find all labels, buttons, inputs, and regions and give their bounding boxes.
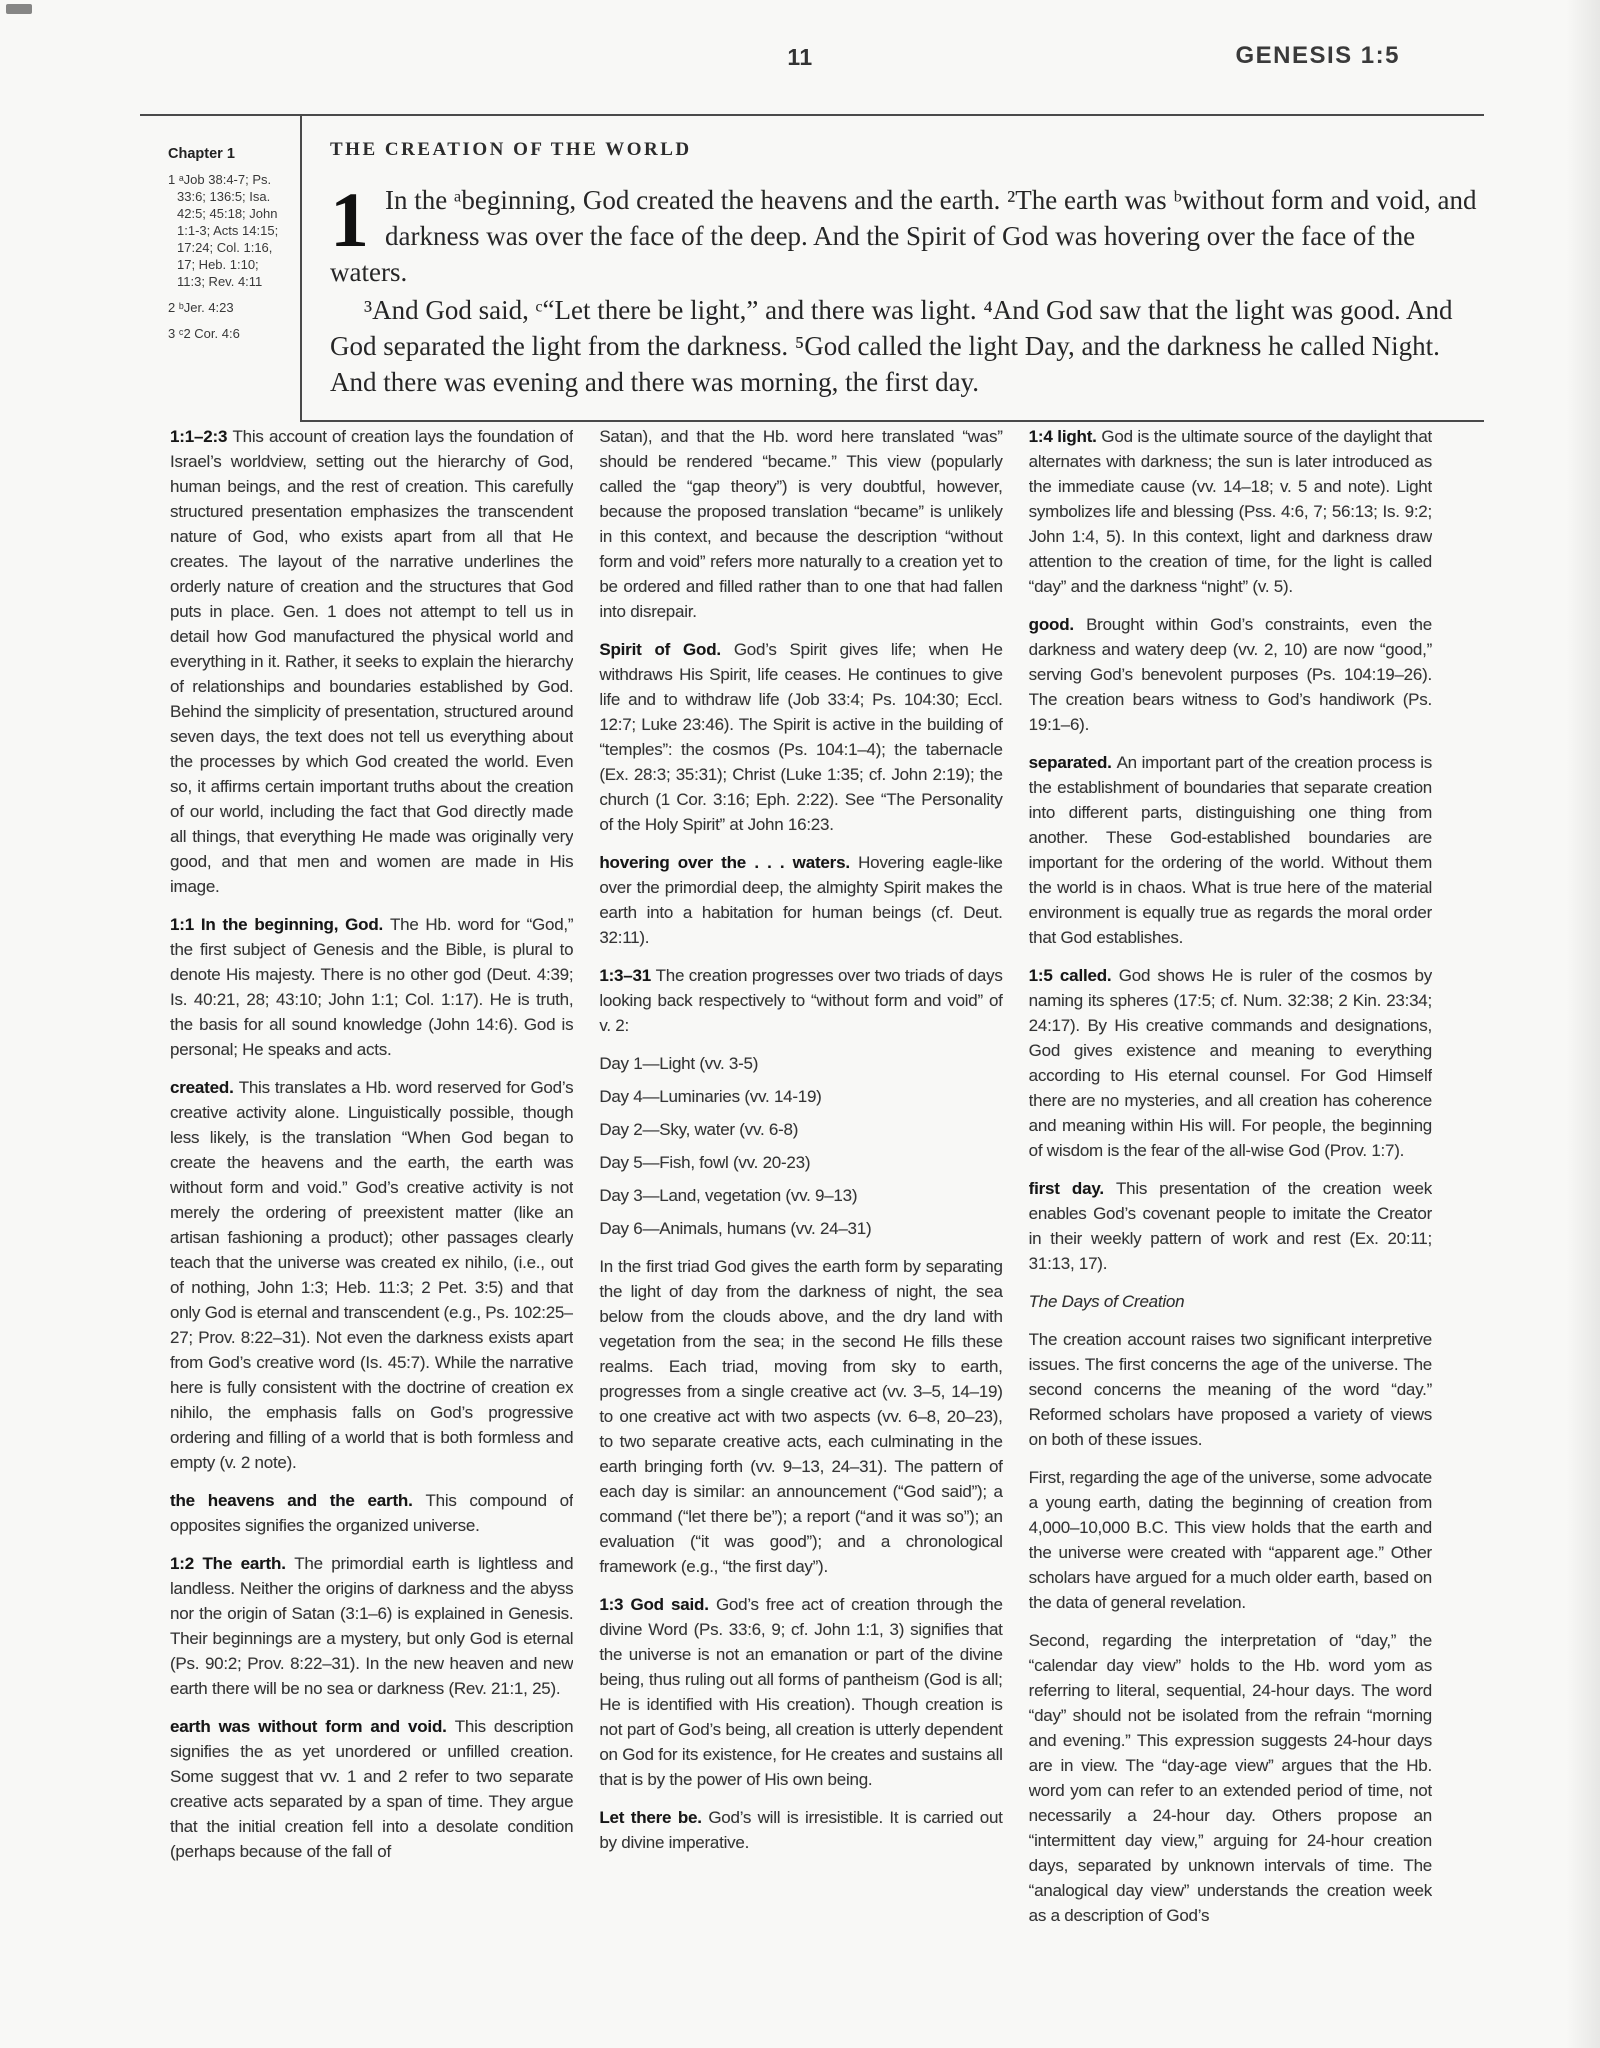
margin-refs (168, 171, 290, 342)
note-lead: 1:5 called. (1028, 966, 1119, 985)
day-list-item: Day 4—Luminaries (vv. 14-19) (599, 1087, 822, 1106)
commentary-note: 1:1 In the beginning, God. The Hb. word for “God,” the first subject of Genesis and the Bible, is plural to denote His majesty. There is no other god (Deut. 4:39; Is. 40:21, 28; 43:10; John 1:1; Col. 1:17). He is truth, the basis for all sound knowledge (John 14:6). God is personal; He speaks and acts. (170, 915, 574, 1059)
note-lead: Spirit of God. (599, 640, 734, 659)
commentary-column-3 (1029, 424, 1432, 2024)
commentary-subheading: The Days of Creation (1028, 1292, 1185, 1311)
commentary-note: 1:1–2:3 This account of creation lays the foundation of Israel’s worldview, setting out the hierarchy of God, human beings, and the rest of creation. This carefully structured presentation emphasizes the transcendent nature of God, who exists apart from all that He creates. The layout of the narrative underlines the orderly nature of creation and the structures that God puts in place. Gen. 1 does not attempt to tell us in detail how God manufactured the physical world and everything in it. Rather, it seeks to explain the hierarchy of relationships and boundaries established by God. Behind the simplicity of presentation, structured around seven days, the text does not tell us everything about the processes by which God created the world. Even so, it affirms certain important truths about the creation of our world, including the fact that God directly made all things, that everything He made was originally very good, and that men and women are made in His image. (170, 427, 574, 896)
note-lead: 1:1 In the beginning, God. (170, 915, 390, 934)
note-lead: created. (170, 1078, 239, 1097)
note-lead: 1:1–2:3 (170, 427, 233, 446)
commentary-section (170, 424, 1432, 2024)
commentary-note: 1:3 God said. God’s free act of creation through the divine Word (Ps. 33:6, 9; cf. John 1:1, 3) signifies that the universe is not an emanation or part of the divine being, thus ruling out all forms of pantheism (God is all; He is identified with His creation). Though creation is not part of God’s being, all creation is utterly dependent on God for its existence, for He creates and sustains all that is by the power of His own being. (599, 1595, 1003, 1789)
commentary-note: first day. This presentation of the creation week enables God’s covenant people to imitate the Creator in their weekly pattern of work and rest (Ex. 20:11; 31:13, 17). (1028, 1179, 1432, 1273)
section-title: THE CREATION OF THE WORLD (330, 139, 692, 160)
commentary-note: Satan), and that the Hb. word here translated “was” should be rendered “became.” This view (popularly called the “gap theory”) is very doubtful, however, because the proposed translation “became” is unlikely in this context, and because the description “without form and void” refers more naturally to a creation yet to be ordered and filled rather than to one that had fallen into disrepair. (599, 427, 1003, 621)
note-lead: hovering over the . . . waters. (599, 853, 859, 872)
commentary-note: created. This translates a Hb. word reserved for God’s creative activity alone. Linguistically possible, though less likely, is the translation “When God began to create the heavens and the earth, the earth was without form and void.” God’s creative activity is not merely the ordering of preexistent matter (like an artisan fashioning a product); other passages clearly teach that the universe was created ex nihilo, (i.e., out of nothing, John 1:3; Heb. 11:3; 2 Pet. 3:5) and that only God is eternal and transcendent (e.g., Ps. 102:25–27; Prov. 8:22–31). Not even the darkness exists apart from God’s creative word (Is. 45:7). While the narrative here is fully consistent with the doctrine of creation ex nihilo, the emphasis falls on God’s progressive ordering and filling of a world that is both formless and empty (v. 2 note). (170, 1078, 574, 1472)
day-list-item: Day 1—Light (vv. 3-5) (599, 1054, 759, 1073)
day-list-item: Day 5—Fish, fowl (vv. 20-23) (599, 1153, 811, 1172)
commentary-note: 1:3–31 The creation progresses over two triads of days looking back respectively to “without form and void” of v. 2: (599, 966, 1003, 1035)
day-list-item: Day 6—Animals, humans (vv. 24–31) (599, 1219, 872, 1238)
note-lead: earth was without form and void. (170, 1717, 455, 1736)
note-lead: 1:4 light. (1028, 427, 1102, 446)
note-lead: first day. (1028, 1179, 1117, 1198)
commentary-note: Second, regarding the interpretation of “day,” the “calendar day view” holds to the Hb. word yom as referring to literal, sequential, 24-hour days. The word “day” should not be isolated from the refrain “morning and evening.” This expression suggests 24-hour days are in view. The “day-age view” argues that the Hb. word yom can refer to an extended period of time, not necessarily a 24-hour day. Others propose an “intermittent day view,” arguing for 24-hour creation days, separated by unknown intervals of time. The “analogical day view” understands the creation week as a description of God’s (1028, 1631, 1432, 1925)
day-list-item: Day 3—Land, vegetation (vv. 9–13) (599, 1186, 858, 1205)
commentary-note: The creation account raises two significant interpretive issues. The first concerns the age of the universe. The second concerns the meaning of the word “day.” Reformed scholars have proposed a variety of views on both of these issues. (1028, 1330, 1432, 1449)
note-lead: Let there be. (599, 1808, 709, 1827)
scan-corner-artifact (6, 4, 32, 14)
note-lead: 1:3–31 (599, 966, 656, 985)
commentary-note: hovering over the . . . waters. Hovering eagle-like over the primordial deep, the almighty Spirit makes the earth into a habitation for human beings (cf. Deut. 32:11). (599, 853, 1003, 947)
note-lead: separated. (1028, 753, 1117, 772)
scan-edge-shadow (1566, 0, 1600, 2048)
running-head: GENESIS 1:5 (1235, 42, 1400, 69)
commentary-note: Let there be. God’s will is irresistible. It is carried out by divine imperative. (599, 1808, 1003, 1852)
scripture-paragraph: In the ᵃbeginning, God created the heavens and the earth. ²The earth was ᵇwithout form and void, and darkness was over the face of the deep. And the Spirit of God was hovering over the face of the waters. (330, 185, 1477, 287)
chapter-drop-cap: 1 (330, 176, 369, 263)
cross-reference: 3 ᶜ2 Cor. 4:6 (168, 326, 240, 341)
scripture-block (300, 116, 1484, 422)
cross-reference: 2 ᵇJer. 4:23 (168, 300, 234, 315)
cross-reference: 1 ᵃJob 38:4-7; Ps. 33:6; 136:5; Isa. 42:5; 45:18; John 1:1-3; Acts 14:15; 17:24; Col. 1:16, 17; Heb. 1:10; 11:3; Rev. 4:11 (168, 172, 279, 289)
commentary-column-2 (599, 424, 1002, 2024)
commentary-column-1 (170, 424, 573, 2024)
commentary-note: In the first triad God gives the earth form by separating the light of day from the darkness of night, the sea below from the clouds above, and the dry land with vegetation from the sea; in the second He fills these realms. Each triad, moving from sky to earth, progresses from a single creative act (vv. 3–5, 14–19) to one creative act with two aspects (vv. 6–8, 20–23), to two separate creative acts, each culminating in the earth bringing forth (vv. 9–13, 24–31). The pattern of each day is similar: an announcement (“God said”); a command (“let there be”); a report (“and it was so”); an evaluation (“it was good”); and a chronological framework (e.g., “the first day”). (599, 1257, 1003, 1576)
note-lead: 1:2 The earth. (170, 1554, 295, 1573)
note-lead: the heavens and the earth. (170, 1491, 426, 1510)
scripture-paragraph: ³And God said, ᶜ“Let there be light,” and there was light. ⁴And God saw that the light was good. And God separated the light from the darkness. ⁵God called the light Day, and the darkness he called Night. And there was evening and there was morning, the first day. (330, 295, 1453, 397)
commentary-note: separated. An important part of the creation process is the establishment of boundaries that separate creation into different parts, distinguishing one thing from another. These God-established boundaries are important for the ordering of the world. Without them the world is in chaos. What is true here of the material environment is equally true as regards the moral order that God establishes. (1028, 753, 1432, 947)
commentary-note: 1:5 called. God shows He is ruler of the cosmos by naming its spheres (17:5; cf. Num. 32:38; 2 Kin. 23:34; 24:17). By His creative commands and designations, God gives existence and meaning to everything according to His eternal counsel. For God Himself there are no mysteries, and all creation has coherence and meaning within His will. For people, the beginning of wisdom is the fear of the all-wise God (Prov. 1:7). (1028, 966, 1432, 1160)
cross-reference-column (168, 146, 290, 351)
note-lead: 1:3 God said. (599, 1595, 716, 1614)
commentary-note: 1:2 The earth. The primordial earth is lightless and landless. Neither the origins of darkness and the abyss nor the origin of Satan (3:1–6) is explained in Genesis. Their beginnings are a mystery, but only God is eternal (Ps. 90:2; Prov. 8:22–31). In the new heaven and new earth there will be no sea or darkness (Rev. 21:1, 25). (170, 1554, 574, 1698)
page-number: 11 (787, 44, 813, 70)
commentary-note: First, regarding the age of the universe, some advocate a young earth, dating the beginning of creation from 4,000–10,000 B.C. This view holds that the earth and the universe were created with “apparent age.” Other scholars have argued for a much older earth, based on the data of general revelation. (1028, 1468, 1432, 1612)
note-lead: good. (1028, 615, 1087, 634)
commentary-note: good. Brought within God’s constraints, even the darkness and watery deep (vv. 2, 10) are now “good,” serving God’s benevolent purposes (Ps. 104:19–26). The creation bears witness to God’s handiwork (Ps. 19:1–6). (1028, 615, 1432, 734)
commentary-note: the heavens and the earth. This compound of opposites signifies the organized universe. (170, 1491, 574, 1535)
day-list (599, 1051, 1002, 1241)
commentary-note: earth was without form and void. This description signifies the as yet unordered or unfilled creation. Some suggest that vv. 1 and 2 refer to two separate creative acts separated by a span of time. They argue that the initial creation fell into a desolate condition (perhaps because of the fall of (170, 1717, 574, 1861)
commentary-note: Spirit of God. God’s Spirit gives life; when He withdraws His Spirit, life ceases. He continues to give life and to withdraw life (Job 33:4; Ps. 104:30; Eccl. 12:7; Luke 23:46). The Spirit is active in the building of “temples”: the cosmos (Ps. 104:1–4); the tabernacle (Ex. 28:3; 35:31); Christ (Luke 1:35; cf. John 2:19); the church (1 Cor. 3:16; Eph. 2:22). See “The Personality of the Holy Spirit” at John 16:23. (599, 640, 1003, 834)
day-list-item: Day 2—Sky, water (vv. 6-8) (599, 1120, 799, 1139)
commentary-note: 1:4 light. God is the ultimate source of the daylight that alternates with darkness; the sun is later introduced as the immediate cause (vv. 14–18; v. 5 and note). Light symbolizes life and blessing (Pss. 4:6, 7; 56:13; Is. 9:2; John 1:4, 5). In this context, light and darkness draw attention to the creation of time, for the light is called “day” and the darkness “night” (v. 5). (1028, 427, 1432, 596)
chapter-label: Chapter 1 (168, 146, 235, 162)
